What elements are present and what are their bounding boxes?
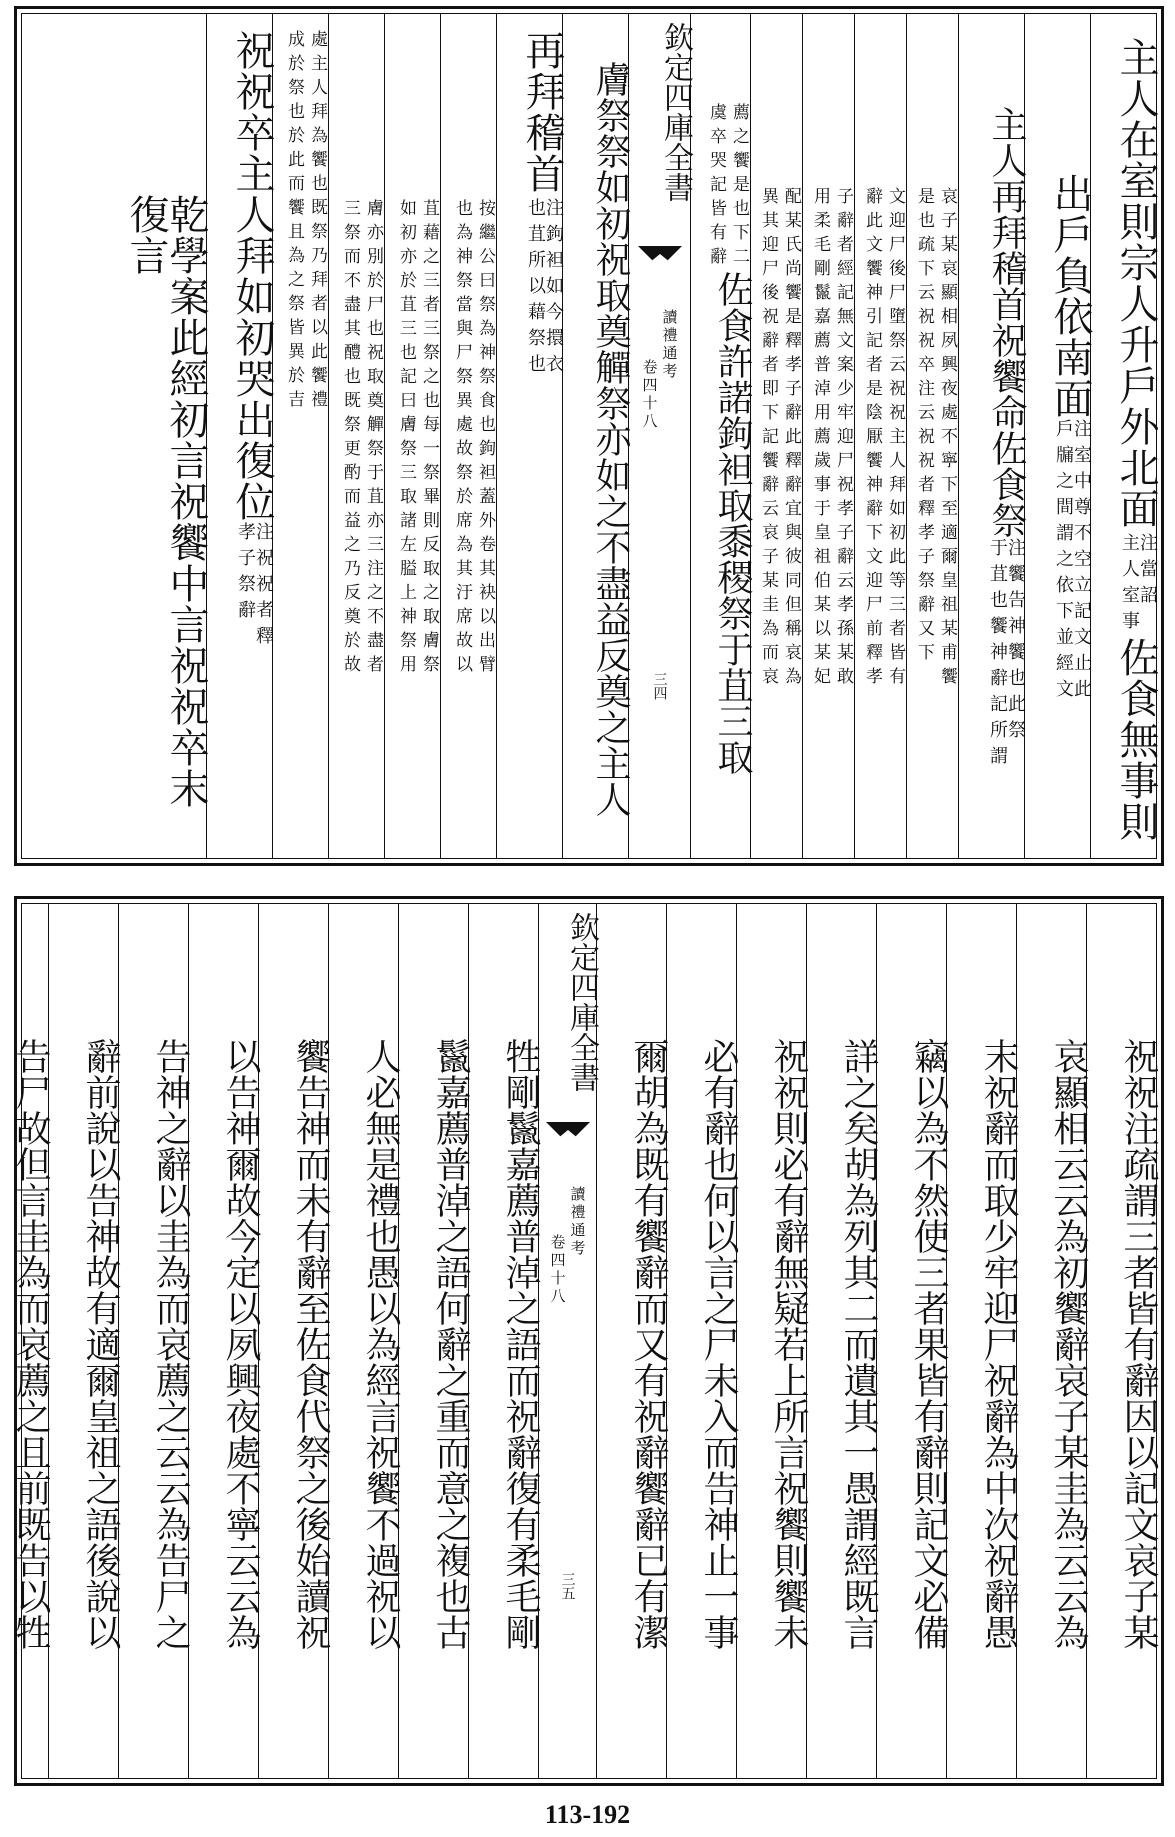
main-text: 佐食許諾鉤袒取黍稷祭于苴三取 bbox=[712, 271, 753, 775]
note-line: 注饗告神饗也此祭 bbox=[1005, 538, 1026, 746]
note-line: 注鉤袒如今擐衣 bbox=[543, 198, 564, 380]
fish-tail-icon bbox=[638, 254, 682, 272]
column bbox=[468, 904, 541, 1778]
column bbox=[876, 904, 949, 1778]
column bbox=[906, 14, 958, 858]
column-text bbox=[469, 920, 541, 1768]
note-pair bbox=[907, 187, 958, 691]
note-line: 孝子祭辭 bbox=[235, 522, 256, 626]
volume-number: 卷四十八 bbox=[548, 1234, 567, 1306]
main-text: 哀顯相云云為初饗辭哀子某圭為云云為 bbox=[1048, 1038, 1089, 1650]
column bbox=[1090, 14, 1159, 858]
page-number: 三四 bbox=[651, 672, 668, 700]
column-text bbox=[1017, 920, 1089, 1768]
note-line: 配某氏尚饗是釋孝子辭此釋辭宜與彼同但稱哀為 bbox=[781, 187, 801, 691]
column-text bbox=[119, 920, 191, 1768]
column bbox=[398, 904, 471, 1778]
note-line: 哀子某哀顯相夙興夜處不寧下至適爾皇祖某甫饗 bbox=[937, 187, 957, 691]
main-text: 饗告神而未有辭至佐食代祭之後始讀祝 bbox=[290, 1038, 331, 1650]
column bbox=[946, 904, 1019, 1778]
column-text bbox=[22, 194, 209, 848]
note-line: 三祭而不盡其醴也既祭更酌而益之乃反奠於故 bbox=[340, 199, 360, 679]
column-text bbox=[329, 920, 401, 1768]
lower-columns bbox=[10, 904, 1159, 1778]
upper-page bbox=[14, 6, 1164, 866]
note-line: 文迎尸後尸墮祭云祝祝主人拜如初此等三者皆有 bbox=[885, 187, 905, 691]
fish-tail-icon bbox=[546, 1130, 590, 1148]
column-text bbox=[751, 30, 802, 848]
column bbox=[854, 14, 906, 858]
main-text: 出戶負依南面 bbox=[1047, 173, 1093, 419]
column bbox=[118, 904, 191, 1778]
column-text bbox=[1025, 30, 1093, 848]
volume-number: 卷四十八 bbox=[640, 359, 659, 431]
column bbox=[802, 14, 854, 858]
note-line: 虞卒哭記皆有辭 bbox=[706, 103, 726, 271]
main-text: 人必無是禮也愚以為經言祝饗不過祝以 bbox=[360, 1038, 401, 1650]
column-text bbox=[10, 920, 51, 1768]
column-text bbox=[207, 30, 275, 848]
column bbox=[690, 14, 753, 858]
book-series-title: 欽定四庫全書 bbox=[564, 912, 599, 1092]
note-line: 于苴也饗神辭記所謂 bbox=[987, 538, 1008, 772]
column-text bbox=[667, 920, 739, 1768]
note-pair bbox=[751, 187, 802, 691]
column-text bbox=[385, 30, 440, 848]
column bbox=[10, 904, 51, 1778]
note-pair bbox=[855, 187, 906, 691]
column bbox=[562, 14, 631, 858]
column-text bbox=[49, 920, 121, 1768]
column bbox=[958, 14, 1027, 858]
column bbox=[496, 14, 565, 858]
main-text: 祝祝則必有辭無疑若上所言祝饗則饗未 bbox=[768, 1038, 809, 1650]
column bbox=[666, 904, 739, 1778]
note-line: 記文止此 bbox=[1071, 601, 1092, 705]
note-line: 異其迎尸後祝辭者即下記饗辭云哀子某圭為而哀 bbox=[758, 187, 778, 691]
column-text bbox=[399, 920, 471, 1768]
upper-page-frame bbox=[21, 13, 1157, 859]
lower-page-frame bbox=[10, 903, 1159, 1779]
center-margin bbox=[628, 14, 693, 858]
main-text: 鬣嘉薦普淖之語何辭之重而意之複也古 bbox=[430, 1038, 471, 1650]
column-text bbox=[803, 30, 854, 848]
book-title: 讀禮通考 bbox=[568, 1186, 587, 1258]
main-text: 必有辭也何以言之尸未入而告神止一事 bbox=[698, 1038, 739, 1650]
note-line: 辭此文饗神引記者是陰厭饗神辭下文迎尸前釋孝 bbox=[862, 187, 882, 691]
note-line: 膚亦別於尸也祝取奠觶祭于苴亦三注之不盡者 bbox=[363, 199, 383, 679]
note-line: 下並經文 bbox=[1053, 601, 1074, 705]
column-text bbox=[691, 30, 753, 848]
page-footer-number: 113-192 bbox=[544, 1800, 631, 1829]
column-text bbox=[807, 920, 879, 1768]
note-line: 子辭者經記無文案少牢迎尸祝孝子辭云孝孫某敢 bbox=[833, 187, 853, 691]
note-line: 如初亦於苴三也記曰膚祭三取諸左膉上神祭用 bbox=[396, 199, 416, 679]
lower-page bbox=[10, 896, 1164, 1786]
column bbox=[1024, 14, 1093, 858]
column bbox=[48, 904, 121, 1778]
column-text bbox=[441, 30, 496, 848]
note-line: 也苴所以藉祭也 bbox=[525, 198, 546, 380]
note-line: 處主人拜為饗也既祭乃拜者以此饗禮 bbox=[307, 30, 327, 414]
note-line: 注當詔 bbox=[1137, 532, 1158, 611]
main-text: 乾學案此經初言祝饗中言祝祝卒末復言 bbox=[123, 194, 209, 809]
column bbox=[272, 14, 328, 858]
note-line: 薦之饗是也下二 bbox=[729, 103, 749, 271]
column-text bbox=[597, 920, 669, 1768]
note-pair bbox=[803, 187, 854, 691]
note-line: 注室中尊不空立 bbox=[1071, 419, 1092, 601]
column-text bbox=[273, 30, 328, 848]
note-line: 也為神祭當與尸祭異處故祭於席為其汙席故以 bbox=[452, 199, 472, 679]
book-series-title: 欽定四庫全書 bbox=[658, 22, 693, 202]
note-line: 注祝祝者釋 bbox=[253, 522, 274, 652]
column-text bbox=[947, 920, 1019, 1768]
column bbox=[384, 14, 440, 858]
note-pair bbox=[441, 199, 496, 679]
column-text bbox=[329, 30, 384, 848]
page-number: 三五 bbox=[559, 1572, 576, 1600]
main-text: 祝祝注疏謂三者皆有辭因以記文哀子某 bbox=[1118, 1038, 1159, 1650]
main-text: 主人在室則宗人升戶外北面 bbox=[1113, 36, 1159, 529]
main-text: 膚祭祭如初祝取奠觶祭亦如之不盡益反奠之主人 bbox=[590, 61, 631, 817]
column bbox=[22, 14, 209, 858]
column bbox=[440, 14, 496, 858]
note-pair bbox=[691, 103, 750, 271]
column bbox=[1086, 904, 1159, 1778]
note-line: 成於祭也於此而饗且為之祭皆異於吉 bbox=[284, 30, 304, 414]
main-text: 佐食無事則 bbox=[1113, 636, 1159, 842]
main-text: 主人再拜稽首祝饗命佐食祭 bbox=[986, 106, 1027, 538]
column bbox=[328, 14, 384, 858]
book-title: 讀禮通考 bbox=[660, 309, 679, 381]
column-text bbox=[959, 30, 1027, 848]
note-line: 主人室事 bbox=[1119, 532, 1140, 637]
upper-columns bbox=[22, 14, 1159, 858]
column bbox=[596, 904, 669, 1778]
column-text bbox=[189, 920, 261, 1768]
note-pair bbox=[1091, 533, 1156, 637]
main-text: 以告神爾故今定以夙興夜處不寧云云為 bbox=[220, 1038, 261, 1650]
column bbox=[258, 904, 331, 1778]
main-text: 告尸故但言圭為而哀薦之且前既告以牲 bbox=[10, 1038, 51, 1650]
note-pair bbox=[329, 199, 384, 679]
note-line: 是也疏下云祝祝卒注云祝祝者釋孝子祭辭又下 bbox=[914, 187, 934, 667]
center-margin bbox=[538, 904, 599, 1778]
column-text bbox=[907, 30, 958, 848]
column-text bbox=[259, 920, 331, 1768]
column-text bbox=[855, 30, 906, 848]
note-pair bbox=[497, 198, 562, 380]
main-text: 爾胡為既有饗辭而又有祝辭饗辭已有潔 bbox=[628, 1038, 669, 1650]
column bbox=[750, 14, 802, 858]
column-text bbox=[563, 30, 631, 848]
note-pair bbox=[959, 538, 1024, 772]
note-pair bbox=[385, 199, 440, 679]
column-text bbox=[497, 30, 565, 848]
main-text: 告神之辭以圭為而哀薦之云云為告尸之 bbox=[150, 1038, 191, 1650]
note-pair bbox=[207, 522, 272, 652]
column-text bbox=[1087, 920, 1159, 1768]
note-pair bbox=[1025, 419, 1090, 601]
main-text: 辭前說以告神故有適爾皇祖之語後說以 bbox=[80, 1038, 121, 1650]
note-line: 戶牖之間謂之依 bbox=[1053, 419, 1074, 601]
note-pair bbox=[1025, 601, 1090, 705]
main-text: 祝祝卒主人拜如初哭出復位 bbox=[229, 30, 275, 522]
column bbox=[328, 904, 401, 1778]
note-line: 用柔毛剛鬣嘉薦普淖用薦歲事于皇祖伯某以某妃 bbox=[810, 187, 830, 691]
column bbox=[806, 904, 879, 1778]
main-text: 末祝辭而取少牢迎尸祝辭為中次祝辭愚 bbox=[978, 1038, 1019, 1650]
note-pair bbox=[273, 30, 328, 414]
note-line: 按繼公曰祭為神祭食也鉤袒蓋外卷其袂以出臂 bbox=[475, 199, 495, 679]
main-text: 牲剛鬣嘉薦普淖之語而祝辭復有柔毛剛 bbox=[500, 1038, 541, 1650]
main-text: 詳之矣胡為列其二而遺其一愚謂經既言 bbox=[838, 1038, 879, 1650]
column-text bbox=[877, 920, 949, 1768]
column bbox=[188, 904, 261, 1778]
column bbox=[206, 14, 275, 858]
column bbox=[736, 904, 809, 1778]
column-text bbox=[1091, 30, 1159, 848]
main-text: 再拜稽首 bbox=[519, 30, 565, 194]
column-text bbox=[737, 920, 809, 1768]
main-text: 竊以為不然使三者果皆有辭則記文必備 bbox=[908, 1038, 949, 1650]
note-line: 苴藉之三者三祭之也每一祭畢則反取之取膚祭 bbox=[419, 199, 439, 679]
column bbox=[1016, 904, 1089, 1778]
